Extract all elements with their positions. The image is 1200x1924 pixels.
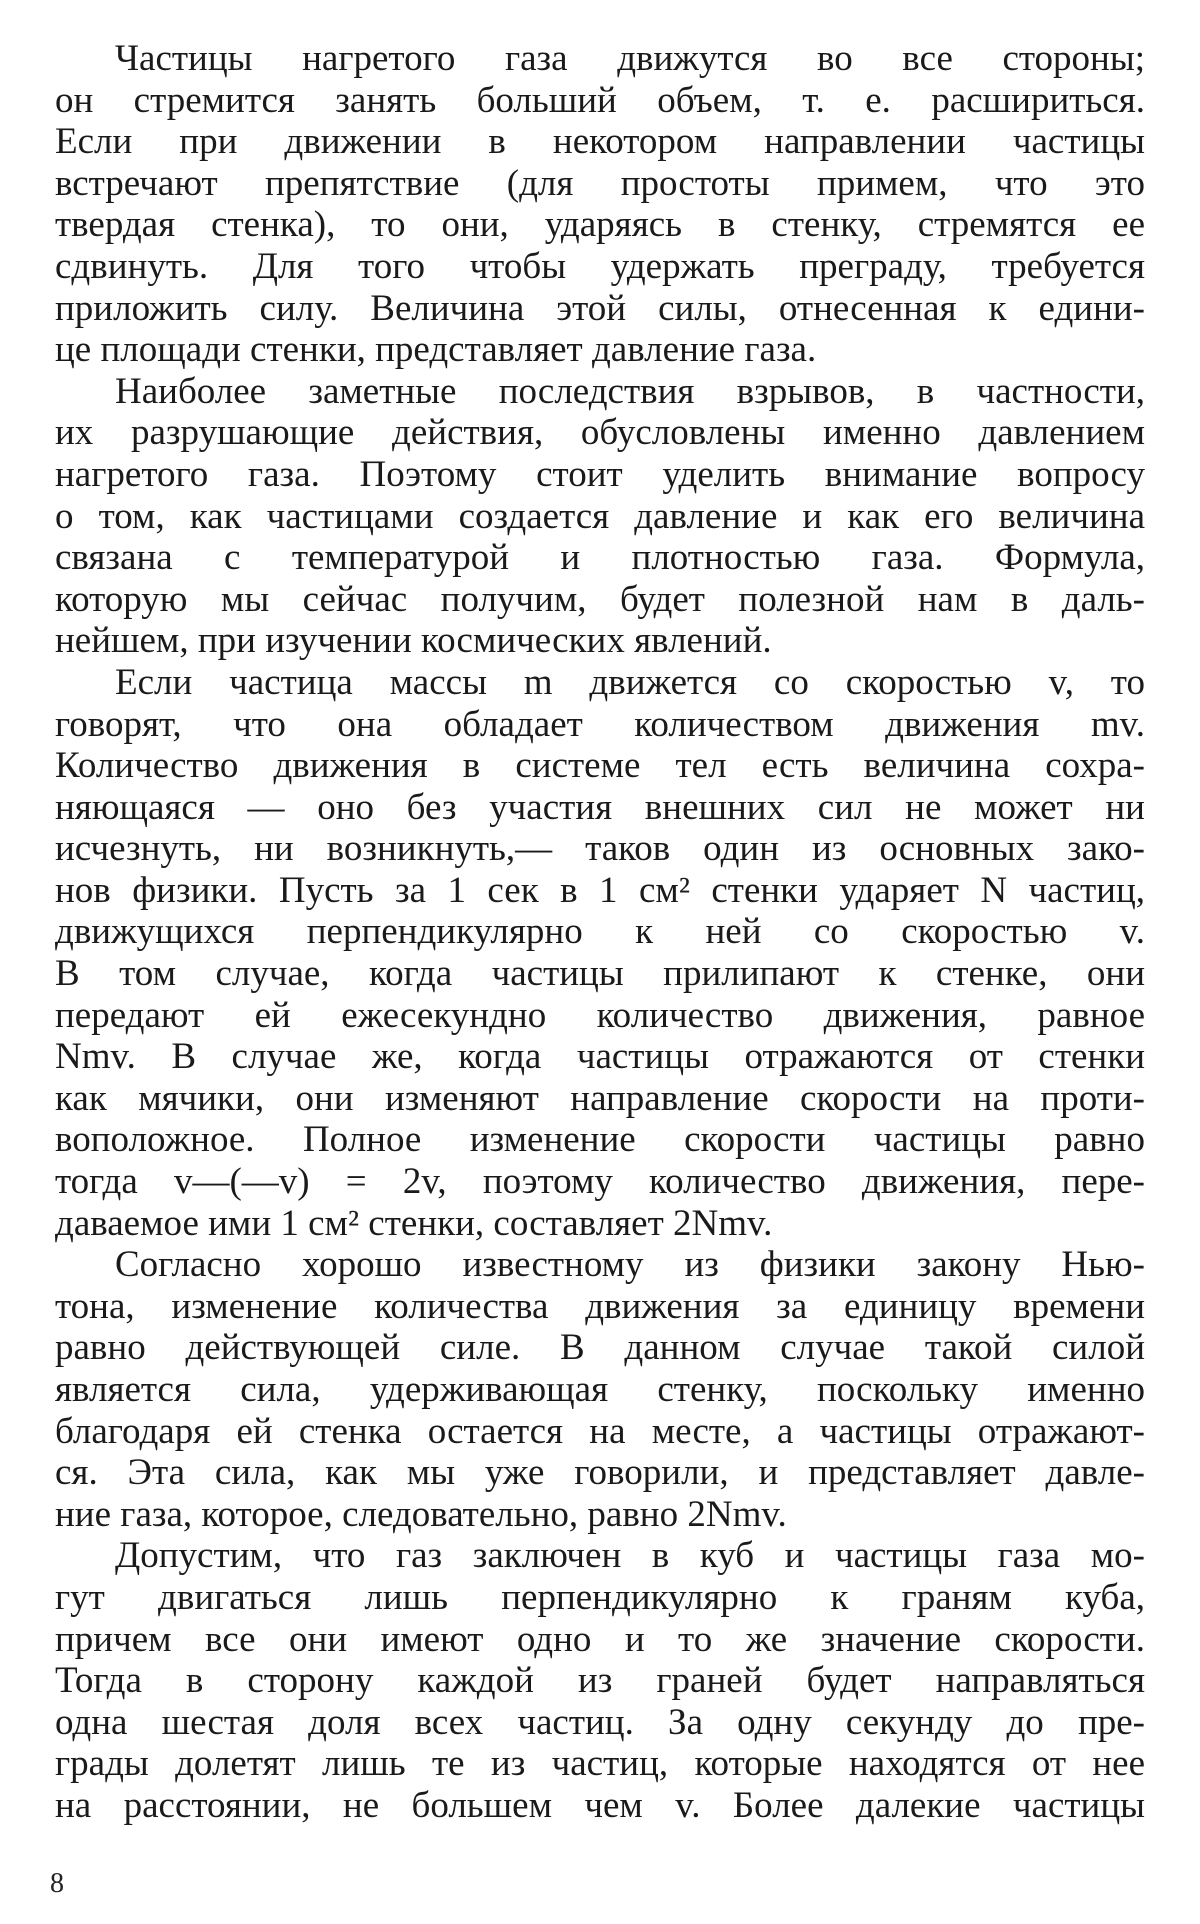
text-line: как мячики, они изменяют направление скорости на проти- [55, 1077, 1145, 1119]
text-line: передают ей ежесекундно количество движения, равное [55, 994, 1145, 1036]
text-line: даваемое ими 1 см² стенки, составляет 2Nmv. [55, 1202, 773, 1244]
text-line: няющаяся — оно без участия внешних сил не может ни [55, 786, 1145, 828]
text-line: причем все они имеют одно и то же значение скорости. [55, 1618, 1145, 1660]
text-line: нейшем, при изучении космических явлений. [55, 620, 772, 662]
text-line: Наиболее заметные последствия взрывов, в частности, [115, 370, 1145, 412]
text-line: их разрушающие действия, обусловлены именно давлением [55, 412, 1145, 454]
text-line: гут двигаться лишь перпендикулярно к граням куба, [55, 1576, 1145, 1618]
text-line: Частицы нагретого газа движутся во все стороны; [115, 38, 1145, 79]
text-line: Если при движении в некотором направлении частицы [55, 121, 1145, 163]
text-line: встречают препятствие (для простоты примем, что это [55, 162, 1145, 204]
paragraph-2 [55, 371, 1145, 662]
text-line: це площади стенки, представляет давление газа. [55, 329, 817, 371]
text-line: Тогда в сторону каждой из граней будет направляться [55, 1660, 1145, 1702]
text-line: на расстоянии, не большем чем v. Более далекие частицы [55, 1784, 1145, 1826]
page-number: 8 [50, 1868, 64, 1899]
text-line: Nmv. В случае же, когда частицы отражаются от стенки [55, 1036, 1145, 1078]
paragraph-3 [55, 662, 1145, 1244]
paragraph-4 [55, 1244, 1145, 1535]
text-line: которую мы сейчас получим, будет полезной нам в даль- [55, 578, 1145, 620]
text-line: сдвинуть. Для того чтобы удержать преграду, требуется [55, 245, 1145, 287]
text-line: Допустим, что газ заключен в куб и частицы газа мо- [115, 1535, 1145, 1577]
paragraph-5 [55, 1535, 1145, 1826]
text-line: благодаря ей стенка остается на месте, а частицы отражают- [55, 1410, 1145, 1452]
text-line: Количество движения в системе тел есть величина сохра- [55, 745, 1145, 787]
paragraph-1 [55, 38, 1145, 371]
text-line: нагретого газа. Поэтому стоит уделить внимание вопросу [55, 453, 1145, 495]
text-line: тогда v—(—v) = 2v, поэтому количество движения, пере- [55, 1161, 1145, 1203]
text-line: говорят, что она обладает количеством движения mv. [55, 703, 1145, 745]
text-line: воположное. Полное изменение скорости частицы равно [55, 1119, 1145, 1161]
text-line: является сила, удерживающая стенку, поскольку именно [55, 1369, 1145, 1410]
text-line: он стремится занять больший объем, т. е. расшириться. [55, 79, 1145, 121]
text-line: твердая стенка), то они, ударяясь в стенку, стремятся ее [55, 204, 1145, 246]
text-line: связана с температурой и плотностью газа. Формула, [55, 537, 1145, 579]
text-line: В том случае, когда частицы прилипают к стенке, они [55, 953, 1145, 995]
text-line: Согласно хорошо известному из физики закону Нью- [115, 1244, 1145, 1286]
text-line: грады долетят лишь те из частиц, которые находятся от нее [55, 1743, 1145, 1785]
book-page [55, 38, 1145, 1878]
text-line: исчезнуть, ни возникнуть,— таков один из основных зако- [55, 828, 1145, 870]
text-line: приложить силу. Величина этой силы, отнесенная к едини- [55, 287, 1145, 329]
text-line: одна шестая доля всех частиц. За одну секунду до пре- [55, 1701, 1145, 1743]
text-line: нов физики. Пусть за 1 сек в 1 см² стенки ударяет N частиц, [55, 869, 1145, 911]
text-line: ся. Эта сила, как мы уже говорили, и представляет давле- [55, 1452, 1145, 1494]
text-line: движущихся перпендикулярно к ней со скоростью v. [55, 911, 1145, 953]
text-line: равно действующей силе. В данном случае такой силой [55, 1327, 1145, 1369]
text-line: о том, как частицами создается давление и как его величина [55, 495, 1145, 537]
text-line: Если частица массы m движется со скоростью v, то [115, 661, 1145, 703]
text-line: ние газа, которое, следовательно, равно 2Nmv. [55, 1493, 787, 1535]
text-line: тона, изменение количества движения за единицу времени [55, 1285, 1145, 1327]
